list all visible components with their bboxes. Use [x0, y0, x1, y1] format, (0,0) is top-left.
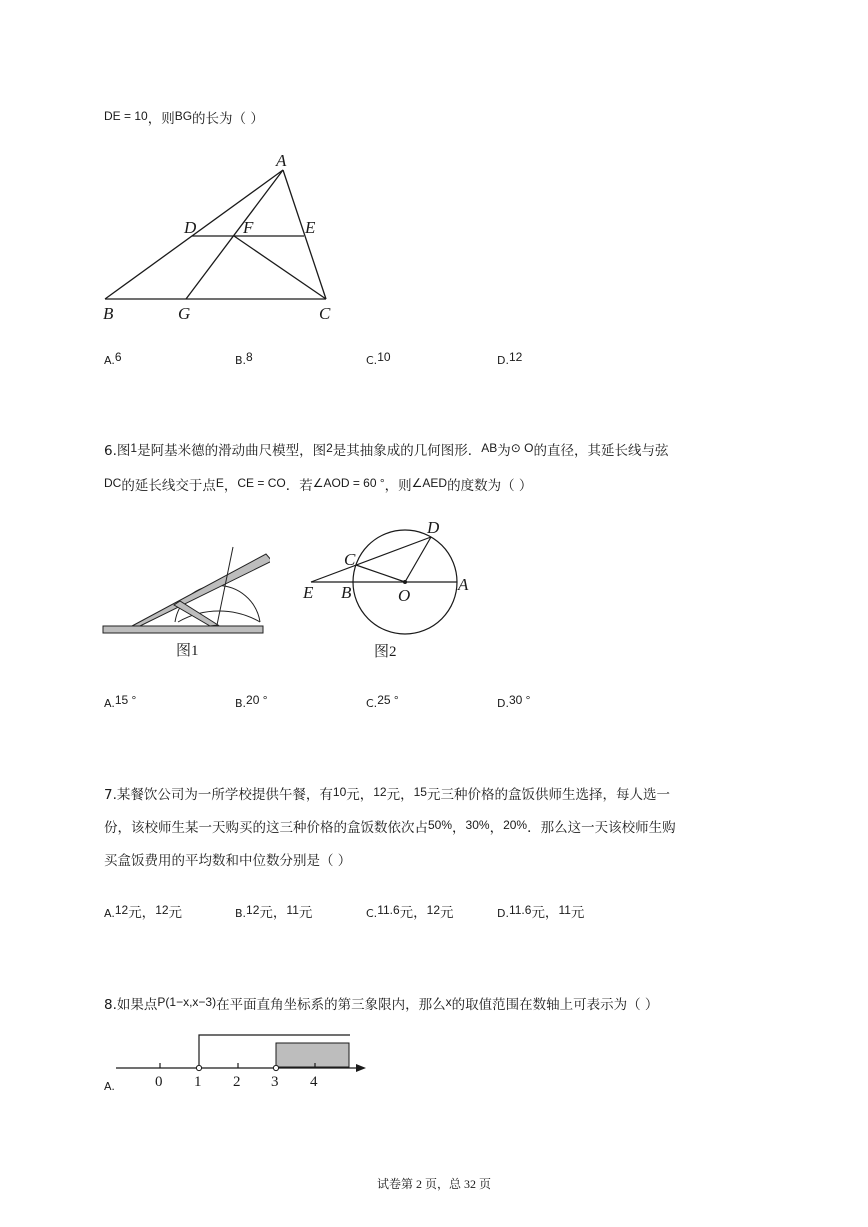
q6-fig2-circle-figure: [298, 515, 483, 665]
q6-fig2-label-d: D: [427, 518, 440, 537]
q6-fig2-caption: 图2: [374, 644, 397, 660]
q7-option-a: A.12元，12元: [104, 903, 183, 921]
page-footer: 试卷第 2 页，总 32 页: [376, 1177, 491, 1191]
q5-option-b: B.8: [235, 350, 253, 367]
q5-triangle-figure: [95, 148, 345, 328]
q5-label-e: E: [305, 218, 316, 237]
q6-fig2-label-c: C: [344, 550, 356, 569]
q7-option-c: C.11.6元，12元: [366, 903, 454, 921]
q6-fig1-caption: 图1: [176, 643, 199, 659]
q6-stem-line2: DC的延长线交于点E，CE = CO．若∠AOD = 60 °，则∠AED的度数为（ ）: [104, 476, 533, 494]
q6-fig2-label-e: E: [303, 583, 314, 602]
q5-stem: DE = 10，则BG的长为（ ）: [104, 109, 264, 127]
q8-tick-1: 1: [194, 1074, 202, 1090]
q5-label-c: C: [319, 304, 331, 323]
q5-label-f: F: [243, 218, 254, 237]
q6-option-c: C.25 °: [366, 693, 399, 710]
q6-option-a: A.15 °: [104, 693, 137, 710]
q5-option-d: D.12: [497, 350, 523, 367]
q7-option-d: D.11.6元，11元: [497, 903, 585, 921]
q8-tick-0: 0: [155, 1074, 163, 1090]
q5-label-b: B: [103, 304, 114, 323]
q7-stem-line3: 买盒饭费用的平均数和中位数分别是（ ）: [104, 853, 352, 869]
q8-stem: 8.如果点P(1−x,x−3)在平面直角坐标系的第三象限内，那么x的取值范围在数轴上可表示为（ ）: [104, 995, 659, 1013]
q5-option-c: C.10: [366, 350, 391, 367]
q5-de-eq: DE = 10: [104, 109, 148, 123]
q5-label-g: G: [178, 304, 191, 323]
q6-fig1-ruler-model: [100, 545, 270, 665]
q5-label-d: D: [184, 218, 197, 237]
q8-tick-3: 3: [271, 1074, 279, 1090]
q5-option-a: A.6: [104, 350, 122, 367]
q6-option-d: D.30 °: [497, 693, 531, 710]
circle-o-symbol: ⊙ O: [510, 441, 534, 455]
q8-number-line: [112, 1028, 372, 1092]
q6-stem-line1: 6.图1是阿基米德的滑动曲尺模型，图2是其抽象成的几何图形．AB为⊙ O的直径，其延长线与弦: [104, 441, 669, 459]
q6-option-b: B.20 °: [235, 693, 268, 710]
q7-option-b: B.12元，11元: [235, 903, 313, 921]
q6-fig2-label-b: B: [341, 583, 352, 602]
q8-tick-4: 4: [310, 1074, 318, 1090]
q5-label-a: A: [276, 151, 287, 170]
q6-fig2-label-o: O: [398, 586, 411, 605]
q8-tick-2: 2: [233, 1074, 241, 1090]
q6-fig2-label-a: A: [458, 575, 469, 594]
q7-stem-line2: 份，该校师生某一天购买的这三种价格的盒饭数依次占50%，30%，20%．那么这一天该校师生购: [104, 818, 676, 836]
q7-stem-line1: 7.某餐饮公司为一所学校提供午餐，有10元，12元，15元三种价格的盒饭供师生选择，每人选一: [104, 785, 670, 803]
q8-option-a-letter: A.: [104, 1080, 115, 1093]
